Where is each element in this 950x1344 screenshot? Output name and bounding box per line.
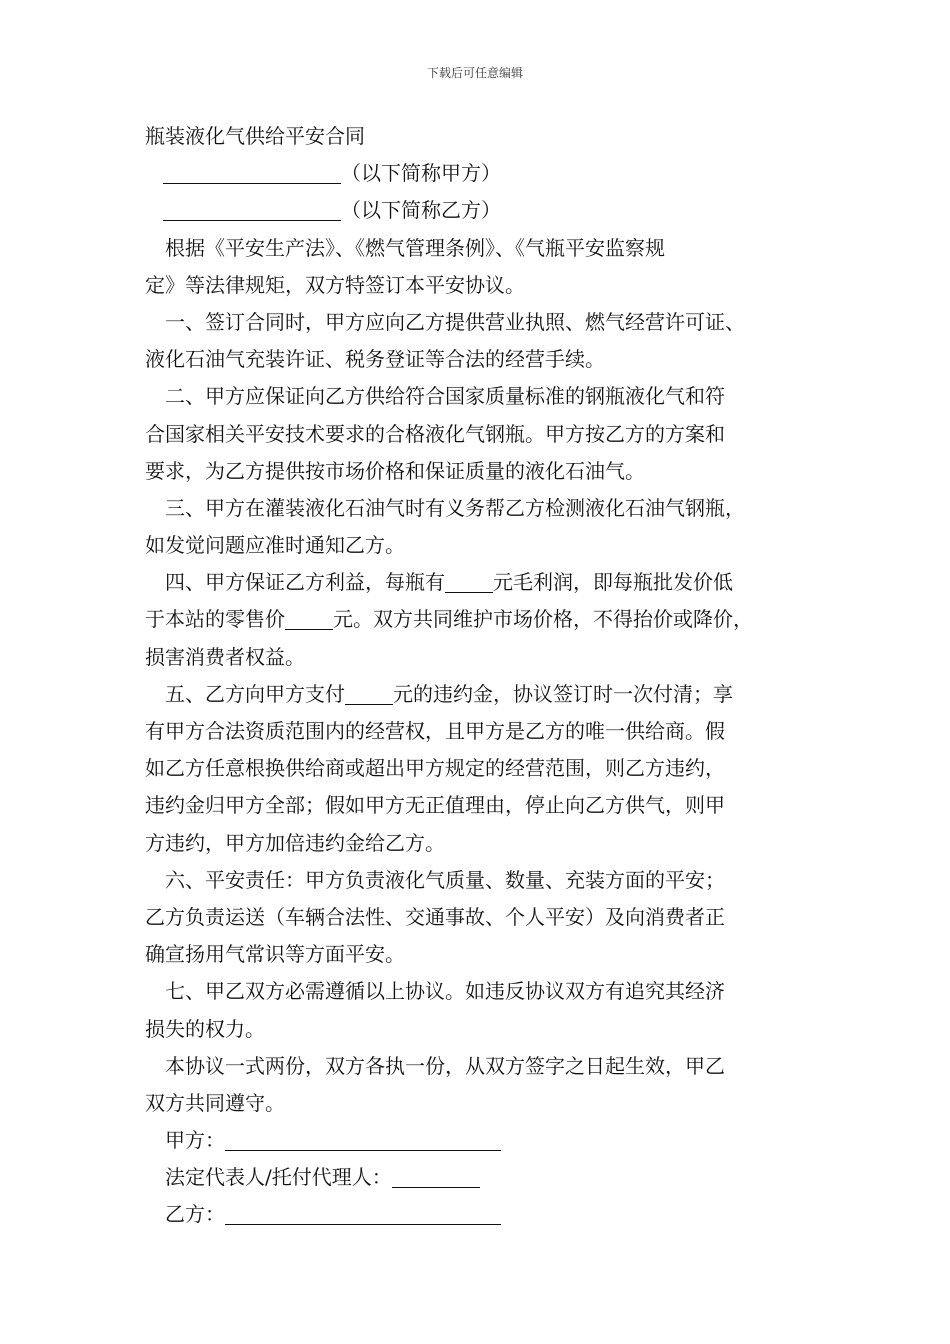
clause-3-line: 三、甲方在灌装液化石油气时有义务帮乙方检测液化石油气钢瓶， xyxy=(165,495,745,520)
preamble-line: 根据《平安生产法》、《燃气管理条例》、《气瓶平安监察规 xyxy=(165,235,665,260)
clause-1-line: 一、签订合同时，甲方应向乙方提供营业执照、燃气经营许可证、 xyxy=(165,309,745,334)
clause-5-line: 违约金归甲方全部；假如甲方无正值理由，停止向乙方供气，则甲 xyxy=(145,793,725,818)
clause-5-text: 元的违约金，协议签订时一次付清；享 xyxy=(393,681,733,706)
signature-representative-blank xyxy=(392,1163,480,1188)
clause-5-text: 五、乙方向甲方支付 xyxy=(165,681,345,706)
signature-party-b-label: 乙方： xyxy=(165,1202,225,1227)
contract-title: 瓶装液化气供给平安合同 xyxy=(145,124,365,148)
clause-3-line: 如发觉问题应准时通知乙方。 xyxy=(145,533,405,558)
party-b-blank xyxy=(163,196,341,221)
clause-4-text: 元毛利润，即每瓶批发价低 xyxy=(493,570,733,595)
party-b-label: （以下简称乙方） xyxy=(341,198,501,223)
signature-party-a-blank xyxy=(225,1126,501,1151)
clause-4-line xyxy=(145,601,825,638)
clause-5-line: 方违约，甲方加倍违约金给乙方。 xyxy=(145,830,445,855)
clause-4-line: 损害消费者权益。 xyxy=(145,644,305,669)
clause-5-line: 如乙方任意根换供给商或超出甲方规定的经营范围，则乙方违约， xyxy=(145,756,725,781)
signature-party-b-blank xyxy=(225,1200,501,1225)
penalty-blank xyxy=(345,680,393,705)
signature-party-a-label: 甲方： xyxy=(165,1128,225,1153)
clause-6-line: 六、平安责任：甲方负责液化气质量、数量、充装方面的平安； xyxy=(165,867,725,892)
closing-line: 本协议一式两份，双方各执一份，从双方签字之日起生效，甲乙 xyxy=(165,1053,725,1078)
price-blank xyxy=(285,605,333,630)
signature-representative-label: 法定代表人/托付代理人： xyxy=(165,1165,392,1190)
clause-5-line: 有甲方合法资质范围内的经营权，且甲方是乙方的唯一供给商。假 xyxy=(145,719,725,743)
party-b-line xyxy=(145,192,825,229)
closing-line: 双方共同遵守。 xyxy=(145,1090,285,1115)
header-note: 下载后可任意编辑 xyxy=(426,66,523,80)
clause-4-line xyxy=(145,564,825,601)
clause-2-line: 二、甲方应保证向乙方供给符合国家质量标准的钢瓶液化气和符 xyxy=(165,384,725,409)
party-a-line xyxy=(145,155,825,192)
clause-4-text: 四、甲方保证乙方利益，每瓶有 xyxy=(165,570,445,595)
profit-blank xyxy=(445,568,493,593)
party-a-label: （以下简称甲方） xyxy=(341,161,501,186)
clause-6-line: 确宣扬用气常识等方面平安。 xyxy=(145,942,405,967)
clause-2-line: 要求，为乙方提供按市场价格和保证质量的液化石油气。 xyxy=(145,458,645,483)
clause-7-line: 损失的权力。 xyxy=(145,1016,265,1041)
clause-5-line xyxy=(145,676,825,713)
clause-6-line: 乙方负责运送（车辆合法性、交通事故、个人平安）及向消费者正 xyxy=(145,904,725,929)
contract-document xyxy=(145,118,825,1234)
clause-4-text: 于本站的零售价 xyxy=(145,607,285,632)
clause-7-line: 七、甲乙双方必需遵循以上协议。如违反协议双方有追究其经济 xyxy=(165,979,725,1004)
clause-2-line: 合国家相关平安技术要求的合格液化气钢瓶。甲方按乙方的方案和 xyxy=(145,421,725,446)
clause-1-line: 液化石油气充装许证、税务登证等合法的经营手续。 xyxy=(145,347,605,372)
signature-party-a xyxy=(145,1122,825,1159)
signature-party-b xyxy=(145,1196,825,1233)
clause-4-text: 元。双方共同维护市场价格，不得抬价或降价， xyxy=(333,607,753,632)
preamble-line: 定》等法律规矩，双方特签订本平安协议。 xyxy=(145,272,525,297)
party-a-blank xyxy=(163,159,341,184)
signature-representative xyxy=(145,1159,825,1196)
